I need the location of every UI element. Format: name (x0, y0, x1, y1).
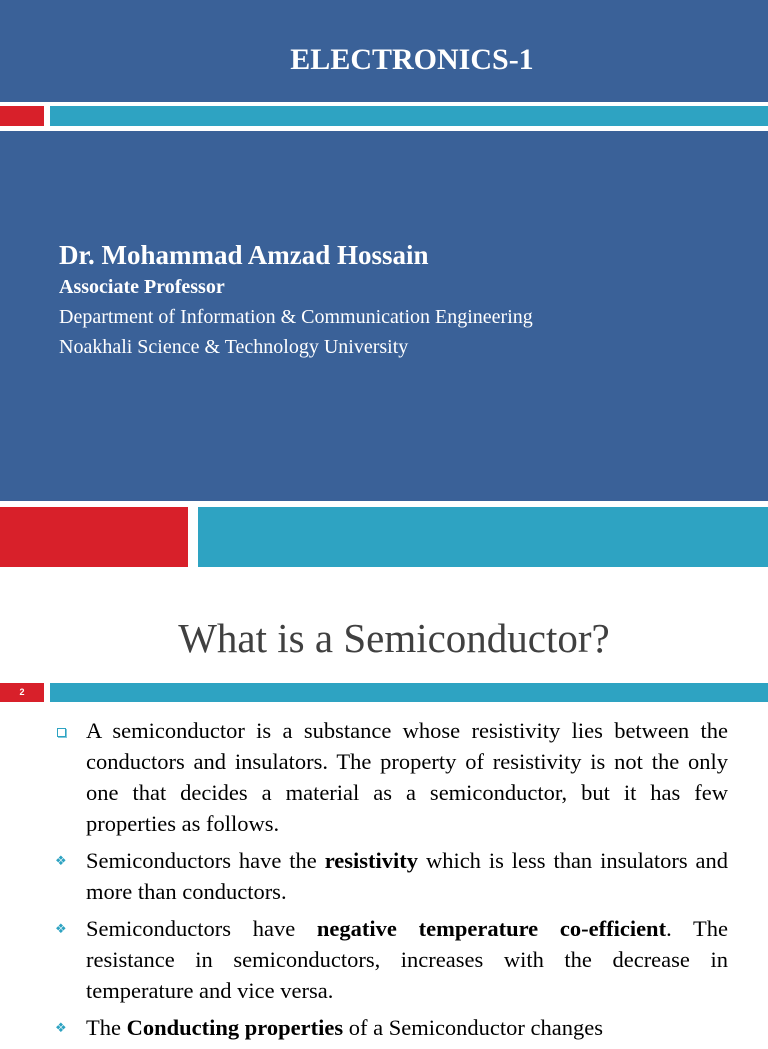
slide1-footer-red-band (0, 507, 188, 567)
slide1-footer-teal-band (198, 507, 768, 567)
bullet-text-bold: Conducting properties (126, 1015, 344, 1040)
diamond-bullet-icon: ❖ (55, 853, 67, 868)
author-department: Department of Information & Communication Engineering (59, 306, 533, 328)
author-name: Dr. Mohammad Amzad Hossain (59, 240, 429, 270)
slide-number: 2 (0, 683, 44, 702)
bullet-text-bold: negative temperature co-efficient (316, 916, 667, 941)
author-university: Noakhali Science & Technology University (59, 336, 409, 358)
slide1-red-band (0, 106, 44, 126)
bullet-list (55, 715, 728, 1049)
bullet-text-post: . The resistance in semiconductors, increases with the decrease in temperature and vice versa. (86, 916, 728, 1003)
bullet-text: A semiconductor is a substance whose resistivity lies between the conductors and insulators. The property of resistivity is not the only one that decides a material as a semiconductor, but it has few properties as follows. (86, 718, 728, 836)
bullet-item (55, 845, 728, 907)
author-position: Associate Professor (59, 276, 225, 298)
bullet-item (55, 913, 728, 1006)
slide2-teal-band (50, 683, 768, 702)
bullet-text-post: which is less than insulators and more than conductors. (86, 848, 729, 904)
bullet-item (55, 715, 728, 839)
bullet-text-bold: resistivity (324, 848, 419, 873)
bullet-text-pre: Semiconductors have (86, 916, 317, 941)
author-block (59, 238, 533, 362)
square-bullet-icon (55, 715, 86, 746)
bullet-item (55, 1012, 728, 1043)
slide2-title: What is a Semiconductor? (178, 615, 610, 661)
bullet-text-pre: Semiconductors have the (86, 848, 325, 873)
bullet-text-pre: The (86, 1015, 127, 1040)
diamond-bullet-icon: ❖ (55, 1020, 67, 1035)
slide1-author-panel (0, 131, 768, 501)
diamond-bullet-icon: ❖ (55, 921, 67, 936)
slide1-teal-band (50, 106, 768, 126)
slide1-title: ELECTRONICS-1 (290, 43, 534, 76)
bullet-text-post: of a Semiconductor changes (343, 1015, 604, 1040)
